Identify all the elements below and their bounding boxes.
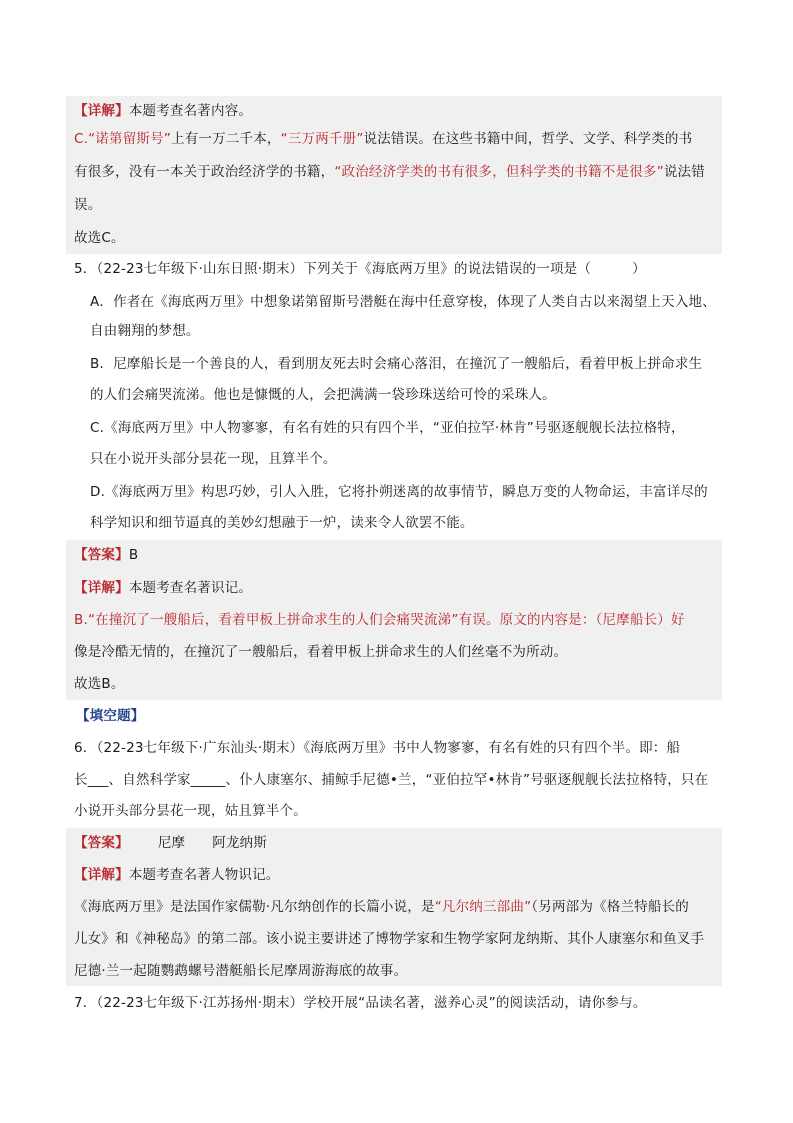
option-text: C.《海底两万里》中人物寥寥，有名有姓的只有四个半，“亚伯拉罕·林肯”号驱逐舰舰长法拉格特，	[90, 420, 685, 436]
option-a	[90, 291, 716, 313]
detail-text: 像是冷酷无情的，在撞沉了一艘船后，看着甲板上拼命求生的人们丝毫不为所动。	[74, 644, 568, 660]
answer-tag: 【答案】	[74, 835, 129, 851]
answer-value: B	[128, 547, 139, 563]
detail-tag: 【详解】	[74, 580, 129, 596]
option-text: 科学知识和细节逼真的美妙幻想融于一炉，读来令人欲罢不能。	[90, 515, 474, 531]
detail-quote: “政治经济学类的书有很多，但科学类的书籍不是很多”	[334, 164, 664, 180]
detail-text: 有很多，没有一本关于政治经济学的书籍，	[74, 164, 335, 180]
question-5-stem	[74, 258, 646, 280]
detail-text-line	[74, 609, 685, 631]
detail-text: 儿女》和《神秘岛》的第二部。该小说主要讲述了博物学家和生物学家阿龙纳斯、其仆人康塞尔和鱼叉手	[74, 931, 705, 947]
option-d	[90, 481, 708, 503]
detail-text-line	[74, 641, 567, 663]
question-6-line	[74, 800, 307, 822]
detail-text-line	[74, 128, 692, 150]
detail-text-line	[74, 896, 689, 918]
detail-text: 《海底两万里》是法国作家儒勒·凡尔纳创作的长篇小说，是	[74, 899, 435, 915]
option-b	[90, 353, 702, 375]
option-text: D.《海底两万里》构思巧妙，引人入胜，它将扑朔迷离的故事情节，瞬息万变的人物命运，丰富详尽的	[90, 484, 708, 500]
section-title-text: 【填空题】	[76, 708, 145, 724]
answer-value-2: 阿龙纳斯	[212, 835, 268, 851]
detail-intro: 本题考查名著识记。	[128, 580, 253, 596]
answer-line	[74, 544, 138, 566]
detail-text: 上有一万二千本，	[171, 131, 281, 147]
detail-text-line	[74, 928, 704, 950]
option-c-cont	[90, 448, 337, 470]
detail-text: 说法错	[663, 164, 705, 180]
choice-line	[74, 227, 125, 249]
section-title	[76, 705, 145, 727]
answer-value-1: 尼摩	[157, 835, 186, 851]
choice-line	[74, 673, 125, 695]
question-6-line	[74, 769, 708, 791]
question-text: 7．（22-23七年级下·江苏扬州·期末）学校开展“品读名著，滋养心灵”的阅读活动，请你参与。	[74, 995, 647, 1011]
detail-tag: 【详解】	[74, 867, 129, 883]
answer-line	[74, 832, 267, 854]
option-b-cont	[90, 384, 556, 406]
detail-quote: “三万两千册”	[280, 131, 364, 147]
detail-intro: 本题考查名著内容。	[128, 103, 253, 119]
question-6-line	[74, 737, 680, 759]
detail-line	[74, 864, 280, 886]
choice-text: 故选B。	[74, 676, 125, 692]
detail-option-c: C.“诺第留斯号”	[74, 131, 172, 147]
option-text: A．作者在《海底两万里》中想象诺第留斯号潜艇在海中任意穿梭，体现了人类自古以来渴望上天入地、	[90, 294, 716, 310]
detail-line-prev	[74, 100, 252, 122]
option-text: 只在小说开头部分昙花一现，且算半个。	[90, 451, 337, 467]
option-a-cont	[90, 320, 200, 342]
option-text: 自由翱翔的梦想。	[90, 323, 200, 339]
question-stem-text: 5．（22-23七年级下·山东日照·期末）下列关于《海底两万里》的说法错误的一项是（ ）	[74, 261, 646, 277]
detail-text-line	[74, 194, 101, 216]
question-text: 6．（22-23七年级下·广东汕头·期末）《海底两万里》书中人物寥寥，有名有姓的只有四个半。即：船	[74, 740, 681, 756]
choice-text: 故选C。	[74, 230, 125, 246]
detail-text: 说法错误。在这些书籍中间，哲学、文学、科学类的书	[363, 131, 693, 147]
detail-quote: “凡尔纳三部曲”	[434, 899, 532, 915]
question-text: 长___、自然科学家_____、仆人康塞尔、捕鲸手尼德•兰，“亚伯拉罕•林肯”号驱逐舰舰长法拉格特，只在	[74, 772, 709, 788]
question-7-line	[74, 992, 647, 1014]
detail-text: （另两部为《格兰特船长的	[531, 899, 689, 915]
detail-text-line	[74, 161, 705, 183]
option-text: B．尼摩船长是一个善良的人，看到朋友死去时会痛心落泪，在撞沉了一艘船后，看着甲板上拼命求生	[90, 356, 703, 372]
detail-text: 尼德·兰一起随鹦鹉螺号潜艇船长尼摩周游海底的故事。	[74, 963, 408, 979]
detail-text: 误。	[74, 197, 102, 213]
option-d-cont	[90, 512, 474, 534]
answer-tag: 【答案】	[74, 547, 129, 563]
option-c	[90, 417, 685, 439]
detail-text: B.“在撞沉了一艘船后，看着甲板上拼命求生的人们会痛哭流涕”有误。原文的内容是：（尼摩船长）好	[74, 612, 685, 628]
detail-line	[74, 577, 252, 599]
detail-intro: 本题考查名著人物识记。	[128, 867, 280, 883]
detail-text-line	[74, 960, 407, 982]
question-text: 小说开头部分昙花一现，姑且算半个。	[74, 803, 307, 819]
option-text: 的人们会痛哭流涕。他也是慷慨的人，会把满满一袋珍珠送给可怜的采珠人。	[90, 387, 556, 403]
detail-tag: 【详解】	[74, 103, 129, 119]
